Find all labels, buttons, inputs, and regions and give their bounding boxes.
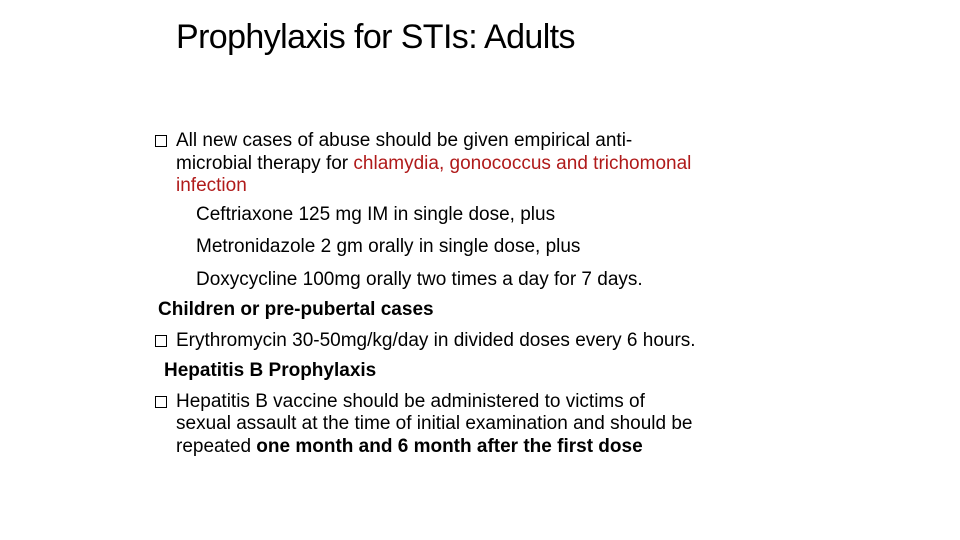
bullet-continuation	[154, 175, 814, 198]
bullet-text-line: repeated	[176, 435, 257, 457]
bullet-text-line: Hepatitis B vaccine should be administered to victims of	[176, 390, 645, 412]
drug-regimen-doxycycline: Doxycycline 100mg orally two times a day for 7 days.	[196, 268, 643, 290]
highlighted-infections: infection	[176, 175, 247, 196]
checkbox-bullet-icon	[155, 135, 167, 147]
checkbox-bullet-icon	[155, 396, 167, 408]
bullet-item-hepatitis-vaccine	[154, 391, 814, 414]
highlighted-infections: chlamydia, gonococcus and trichomonal	[353, 152, 692, 174]
bullet-continuation: sexual assault at the time of initial examination and should be	[176, 413, 693, 434]
slide-title: Prophylaxis for STIs: Adults	[176, 18, 575, 56]
bullet-continuation	[154, 153, 814, 176]
bullet-text-line: All new cases of abuse should be given empirical anti-	[176, 130, 633, 151]
drug-regimen-ceftriaxone: Ceftriaxone 125 mg IM in single dose, plus	[196, 203, 556, 225]
slide-body	[154, 130, 814, 458]
section-heading-children: Children or pre-pubertal cases	[158, 299, 434, 320]
section-heading-hepatitis-b: Hepatitis B Prophylaxis	[164, 360, 377, 381]
bullet-text-line: microbial therapy for	[176, 152, 354, 174]
emphasized-schedule: one month and 6 month after the first dose	[256, 435, 643, 457]
bullet-continuation	[154, 436, 814, 459]
bullet-item-erythromycin	[154, 330, 814, 353]
bullet-item-abuse-therapy	[154, 130, 814, 153]
drug-regimen-metronidazole: Metronidazole 2 gm orally in single dose, plus	[196, 236, 581, 257]
bullet-text-line: Erythromycin 30-50mg/kg/day in divided doses every 6 hours.	[176, 329, 696, 351]
checkbox-bullet-icon	[155, 335, 167, 347]
